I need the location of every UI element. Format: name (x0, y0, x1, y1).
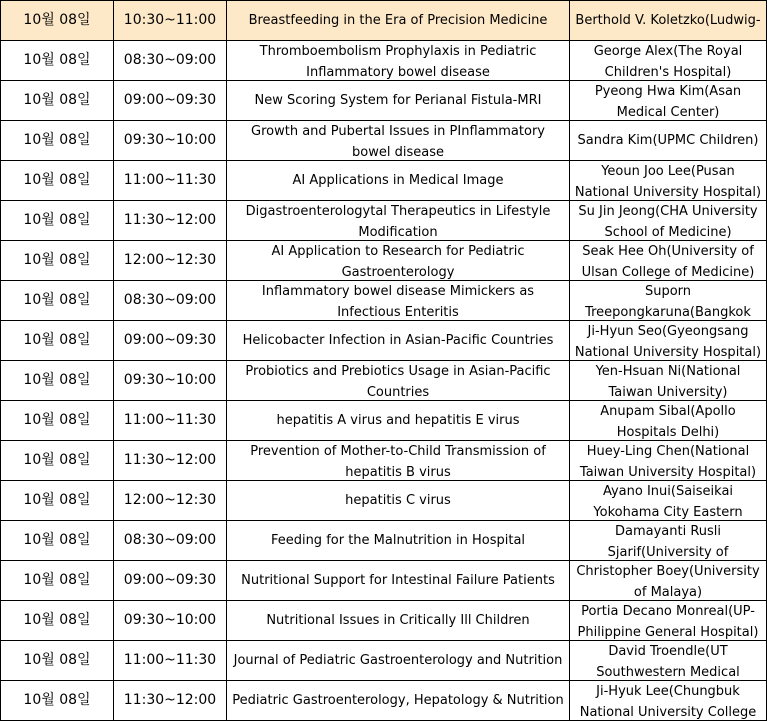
time-cell (114, 201, 227, 241)
date-text: 10월 08일 (23, 572, 91, 588)
speaker-text: Yeoun Joo Lee(Pusan National University Hospital) (574, 164, 762, 200)
speaker-text: Huey-Ling Chen(National Taiwan University Hospital) (579, 444, 757, 480)
speaker-text: Christopher Boey(University of Malaya) (576, 564, 760, 600)
speaker-cell (570, 441, 767, 481)
date-text: 10월 08일 (23, 12, 91, 28)
table-row (1, 1, 767, 41)
speaker-cell (570, 81, 767, 121)
date-text: 10월 08일 (23, 532, 91, 548)
time-text: 08:30~09:00 (123, 52, 217, 68)
speaker-text: Damayanti Rusli Sjarif(University of (607, 524, 729, 560)
date-text: 10월 08일 (23, 52, 91, 68)
speaker-text: David Troendle(UT Southwestern Medical (596, 644, 740, 680)
time-cell (114, 521, 227, 561)
table-row (1, 321, 767, 361)
date-cell (1, 1, 114, 41)
date-cell (1, 121, 114, 161)
speaker-cell (570, 521, 767, 561)
time-text: 11:30~12:00 (123, 692, 217, 708)
date-text: 10월 08일 (23, 292, 91, 308)
session-title-cell (227, 321, 570, 361)
session-title-text: Nutritional Issues in Critically Ill Children (266, 613, 530, 628)
date-cell (1, 441, 114, 481)
speaker-cell (570, 41, 767, 81)
speaker-cell (570, 1, 767, 41)
session-title-cell (227, 121, 570, 161)
speaker-cell (570, 401, 767, 441)
time-cell (114, 281, 227, 321)
session-title-cell (227, 161, 570, 201)
speaker-text: Berthold V. Koletzko(Ludwig- (575, 13, 761, 28)
table-row (1, 641, 767, 681)
date-cell (1, 161, 114, 201)
table-row (1, 401, 767, 441)
speaker-cell (570, 681, 767, 721)
speaker-cell (570, 641, 767, 681)
speaker-text: Yen-Hsuan Ni(National Taiwan University) (595, 364, 741, 400)
date-text: 10월 08일 (23, 132, 91, 148)
date-text: 10월 08일 (23, 332, 91, 348)
date-cell (1, 321, 114, 361)
time-cell (114, 81, 227, 121)
speaker-cell (570, 321, 767, 361)
session-title-cell (227, 41, 570, 81)
time-text: 11:30~12:00 (123, 452, 217, 468)
session-title-cell (227, 641, 570, 681)
session-title-text: Digastroenterologytal Therapeutics in Lifestyle Modification (245, 204, 551, 240)
date-text: 10월 08일 (23, 372, 91, 388)
time-cell (114, 481, 227, 521)
speaker-text: Ayano Inui(Saiseikai Yokohama City Eastern (593, 484, 743, 520)
session-title-cell (227, 401, 570, 441)
date-text: 10월 08일 (23, 412, 91, 428)
time-cell (114, 561, 227, 601)
speaker-text: Anupam Sibal(Apollo Hospitals Delhi) (600, 404, 736, 440)
date-text: 10월 08일 (23, 92, 91, 108)
session-title-text: New Scoring System for Perianal Fistula-MRI (254, 93, 542, 108)
time-text: 09:30~10:00 (123, 132, 217, 148)
session-title-text: Pediatric Gastroenterology, Hepatology & Nutrition (232, 693, 564, 708)
speaker-cell (570, 281, 767, 321)
table-row (1, 681, 767, 721)
speaker-cell (570, 241, 767, 281)
table-row (1, 121, 767, 161)
session-title-cell (227, 601, 570, 641)
speaker-text: Sandra Kim(UPMC Children) (577, 133, 759, 148)
date-text: 10월 08일 (23, 172, 91, 188)
speaker-cell (570, 121, 767, 161)
session-title-text: hepatitis A virus and hepatitis E virus (276, 413, 520, 428)
session-title-text: Thromboembolism Prophylaxis in Pediatric Inflammatory bowel disease (259, 44, 537, 80)
time-cell (114, 121, 227, 161)
date-cell (1, 241, 114, 281)
session-title-cell (227, 441, 570, 481)
time-cell (114, 321, 227, 361)
table-row (1, 561, 767, 601)
date-cell (1, 681, 114, 721)
session-title-cell (227, 281, 570, 321)
session-title-text: Helicobacter Infection in Asian-Pacific Countries (242, 333, 554, 348)
table-row (1, 241, 767, 281)
table-row (1, 161, 767, 201)
time-text: 11:30~12:00 (123, 212, 217, 228)
session-title-text: hepatitis C virus (345, 493, 451, 508)
time-text: 09:00~09:30 (123, 572, 217, 588)
time-text: 11:00~11:30 (123, 172, 217, 188)
time-text: 08:30~09:00 (123, 532, 217, 548)
date-text: 10월 08일 (23, 612, 91, 628)
session-title-text: Inflammatory bowel disease Mimickers as Infectious Enteritis (261, 284, 535, 320)
speaker-text: Portia Decano Monreal(UP-Philippine General Hospital) (577, 604, 759, 640)
table-row (1, 441, 767, 481)
date-cell (1, 361, 114, 401)
session-title-text: Breastfeeding in the Era of Precision Medicine (248, 13, 548, 28)
speaker-text: Suporn Treepongkaruna(Bangkok (585, 284, 751, 320)
time-text: 10:30~11:00 (123, 12, 217, 28)
session-title-cell (227, 681, 570, 721)
date-text: 10월 08일 (23, 652, 91, 668)
table-row (1, 521, 767, 561)
session-title-cell (227, 361, 570, 401)
time-text: 08:30~09:00 (123, 292, 217, 308)
date-text: 10월 08일 (23, 692, 91, 708)
session-title-cell (227, 521, 570, 561)
session-title-text: Nutritional Support for Intestinal Failure Patients (241, 573, 555, 588)
table-row (1, 361, 767, 401)
time-cell (114, 641, 227, 681)
time-cell (114, 361, 227, 401)
date-cell (1, 601, 114, 641)
time-cell (114, 161, 227, 201)
speaker-text: Su Jin Jeong(CHA University School of Medicine) (578, 204, 758, 240)
speaker-text: Ji-Hyun Seo(Gyeongsang National University Hospital) (574, 324, 762, 360)
session-title-cell (227, 81, 570, 121)
speaker-cell (570, 561, 767, 601)
session-title-text: Probiotics and Prebiotics Usage in Asian-Pacific Countries (245, 364, 551, 400)
speaker-text: Ji-Hyuk Lee(Chungbuk National University College (579, 684, 757, 720)
speaker-cell (570, 161, 767, 201)
date-text: 10월 08일 (23, 252, 91, 268)
speaker-cell (570, 361, 767, 401)
time-cell (114, 681, 227, 721)
date-cell (1, 521, 114, 561)
time-text: 11:00~11:30 (123, 652, 217, 668)
time-text: 09:30~10:00 (123, 372, 217, 388)
session-title-cell (227, 241, 570, 281)
speaker-cell (570, 201, 767, 241)
time-cell (114, 241, 227, 281)
table-row (1, 41, 767, 81)
time-text: 09:30~10:00 (123, 612, 217, 628)
session-title-cell (227, 481, 570, 521)
session-title-text: AI Applications in Medical Image (292, 173, 504, 188)
session-title-text: Journal of Pediatric Gastroenterology and Nutrition (233, 653, 563, 668)
speaker-text: George Alex(The Royal Children's Hospital) (593, 44, 743, 80)
time-cell (114, 1, 227, 41)
session-title-text: Growth and Pubertal Issues in PInflammatory bowel disease (251, 124, 545, 160)
time-text: 09:00~09:30 (123, 92, 217, 108)
date-cell (1, 201, 114, 241)
session-title-cell (227, 201, 570, 241)
time-cell (114, 441, 227, 481)
session-title-cell (227, 561, 570, 601)
speaker-cell (570, 481, 767, 521)
time-cell (114, 41, 227, 81)
date-cell (1, 481, 114, 521)
date-text: 10월 08일 (23, 452, 91, 468)
table-row (1, 81, 767, 121)
date-cell (1, 41, 114, 81)
time-text: 12:00~12:30 (123, 492, 217, 508)
date-text: 10월 08일 (23, 492, 91, 508)
time-cell (114, 601, 227, 641)
date-text: 10월 08일 (23, 212, 91, 228)
speaker-text: Pyeong Hwa Kim(Asan Medical Center) (594, 84, 742, 120)
session-title-cell (227, 1, 570, 41)
table-row (1, 201, 767, 241)
session-title-text: Prevention of Mother-to-Child Transmission of hepatitis B virus (250, 444, 546, 480)
date-cell (1, 81, 114, 121)
table-row (1, 481, 767, 521)
time-text: 11:00~11:30 (123, 412, 217, 428)
session-title-text: Feeding for the Malnutrition in Hospital (270, 533, 526, 548)
speaker-cell (570, 601, 767, 641)
time-text: 12:00~12:30 (123, 252, 217, 268)
schedule-body (1, 1, 767, 721)
date-cell (1, 641, 114, 681)
time-text: 09:00~09:30 (123, 332, 217, 348)
table-row (1, 281, 767, 321)
table-row (1, 601, 767, 641)
date-cell (1, 401, 114, 441)
time-cell (114, 401, 227, 441)
speaker-text: Seak Hee Oh(University of Ulsan College of Medicine) (581, 244, 755, 280)
session-title-text: AI Application to Research for Pediatric Gastroenterology (271, 244, 525, 280)
date-cell (1, 281, 114, 321)
date-cell (1, 561, 114, 601)
